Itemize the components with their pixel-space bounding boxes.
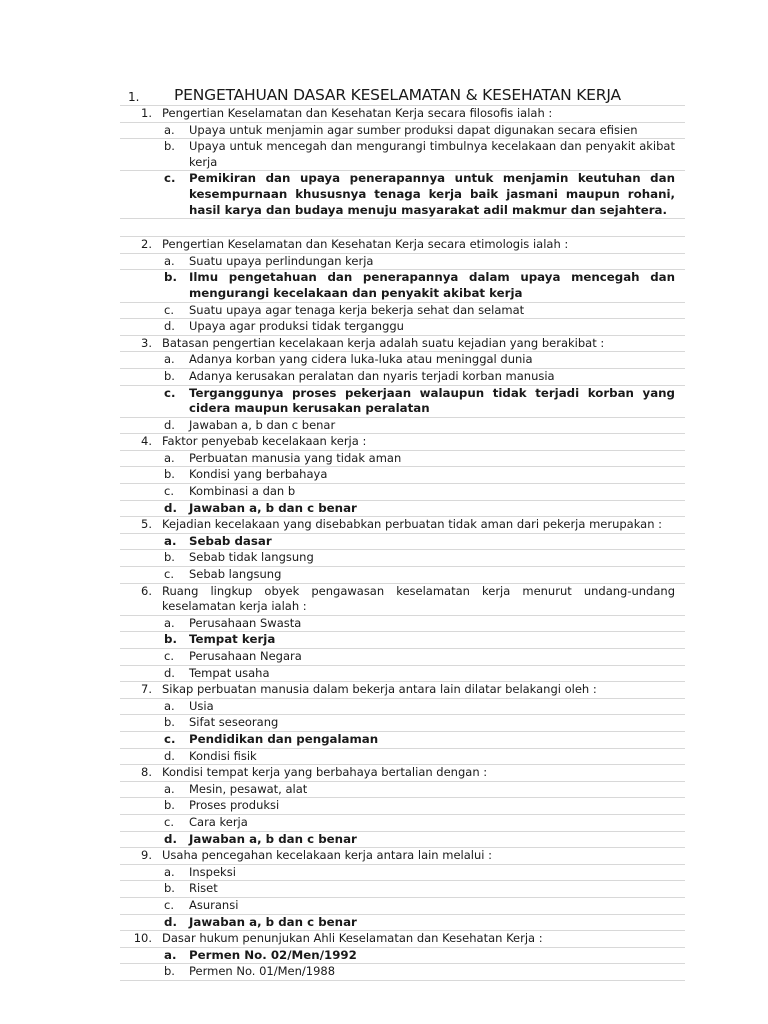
- option-text: Tempat usaha: [189, 665, 270, 680]
- correct-answer-text: Terganggunya proses pekerjaan walaupun tidak terjadi korban yang cidera maupun kerusakan peralatan: [189, 385, 675, 416]
- question-number: 1.: [141, 106, 152, 120]
- option-row: [120, 369, 685, 386]
- option-row: [120, 467, 685, 484]
- question-row: [120, 237, 685, 254]
- option-text: Usia: [189, 698, 214, 713]
- option-row: [120, 139, 685, 171]
- question-table: [120, 105, 685, 981]
- option-text: Perusahaan Swasta: [189, 615, 302, 630]
- option-letter: b.: [164, 964, 175, 979]
- question-number: 3.: [141, 335, 152, 350]
- option-text: Cara kerja: [189, 814, 248, 829]
- option-text: Mesin, pesawat, alat: [189, 781, 308, 796]
- option-row: [120, 319, 685, 336]
- option-row: [120, 649, 685, 666]
- question-number: 10.: [133, 931, 152, 946]
- question-row: [120, 848, 685, 865]
- option-text: Sebab langsung: [189, 567, 282, 582]
- option-row: [120, 898, 685, 915]
- question-text: Kejadian kecelakaan yang disebabkan perbuatan tidak aman dari pekerja merupakan :: [162, 517, 663, 532]
- option-text: Adanya kerusakan peralatan dan nyaris terjadi korban manusia: [189, 368, 555, 383]
- option-letter: c.: [164, 649, 174, 664]
- option-row: [120, 386, 685, 418]
- question-number: 5.: [141, 517, 152, 532]
- question-number: 8.: [141, 765, 152, 780]
- correct-answer-text: Pendidikan dan pengalaman: [189, 731, 379, 746]
- correct-answer-text: Ilmu pengetahuan dan penerapannya dalam upaya mencegah dan mengurangi kecelakaan dan penyakit akibat kerja: [189, 270, 675, 300]
- option-letter: b.: [164, 139, 175, 154]
- correct-answer-text: Jawaban a, b dan c benar: [189, 500, 357, 515]
- option-text: Kombinasi a dan b: [189, 484, 296, 499]
- option-letter: a.: [164, 781, 175, 796]
- option-row: [120, 254, 685, 271]
- option-letter: a.: [164, 122, 175, 137]
- question-text: Dasar hukum penunjukan Ahli Keselamatan dan Kesehatan Kerja :: [162, 931, 543, 946]
- question-row: [120, 336, 685, 353]
- option-row: [120, 666, 685, 683]
- correct-answer-text: Tempat kerja: [189, 632, 276, 647]
- option-letter: d.: [164, 500, 177, 515]
- option-text: Sebab tidak langsung: [189, 550, 314, 565]
- option-row: [120, 715, 685, 732]
- question-text: Faktor penyebab kecelakaan kerja :: [162, 434, 367, 449]
- option-letter: b.: [164, 715, 175, 730]
- option-text: Suatu upaya agar tenaga kerja bekerja sehat dan selamat: [189, 302, 525, 317]
- question-row: [120, 517, 685, 534]
- option-letter: d.: [164, 831, 177, 846]
- option-letter: d.: [164, 665, 175, 680]
- option-letter: c.: [164, 302, 174, 317]
- correct-answer-text: Sebab dasar: [189, 533, 272, 548]
- option-letter: c.: [164, 385, 176, 400]
- option-letter: d.: [164, 914, 177, 929]
- option-text: Proses produksi: [189, 798, 280, 813]
- option-text: Perbuatan manusia yang tidak aman: [189, 450, 402, 465]
- option-letter: a.: [164, 947, 177, 962]
- option-letter: c.: [164, 731, 176, 746]
- question-text: Batasan pengertian kecelakaan kerja adalah suatu kejadian yang berakibat :: [162, 335, 605, 350]
- question-row: [120, 931, 685, 948]
- option-letter: b.: [164, 632, 177, 647]
- question-text: Pengertian Keselamatan dan Kesehatan Kerja secara etimologis ialah :: [162, 237, 569, 252]
- option-letter: a.: [164, 533, 177, 548]
- option-letter: c.: [164, 567, 174, 582]
- option-row: [120, 782, 685, 799]
- question-row: [120, 765, 685, 782]
- question-text: Usaha pencegahan kecelakaan kerja antara lain melalui :: [162, 848, 492, 863]
- option-row: [120, 881, 685, 898]
- option-text: Inspeksi: [189, 864, 236, 879]
- correct-answer-text: Jawaban a, b dan c benar: [189, 914, 357, 929]
- option-row: [120, 749, 685, 766]
- option-row: [120, 632, 685, 649]
- option-letter: b.: [164, 467, 175, 482]
- option-text: Perusahaan Negara: [189, 649, 302, 664]
- option-text: Sifat seseorang: [189, 715, 279, 730]
- title-number: 1.: [128, 90, 140, 104]
- option-row: [120, 832, 685, 849]
- option-letter: d.: [164, 748, 175, 763]
- option-letter: c.: [164, 814, 174, 829]
- option-letter: b.: [164, 798, 175, 813]
- option-row: [120, 948, 685, 965]
- option-letter: d.: [164, 417, 175, 432]
- question-text: Ruang lingkup obyek pengawasan keselamatan kerja menurut undang-undang keselamatan kerja ialah :: [162, 583, 675, 614]
- option-row: [120, 815, 685, 832]
- option-text: Adanya korban yang cidera luka-luka atau meninggal dunia: [189, 352, 533, 367]
- question-row: [120, 584, 685, 616]
- option-row: [120, 798, 685, 815]
- question-text: Kondisi tempat kerja yang berbahaya bertalian dengan :: [162, 765, 488, 780]
- option-letter: b.: [164, 881, 175, 896]
- option-text: Permen No. 01/Men/1988: [189, 964, 336, 979]
- option-letter: b.: [164, 550, 175, 565]
- spacer-row: [120, 219, 685, 237]
- option-row: [120, 699, 685, 716]
- option-text: Kondisi fisik: [189, 748, 257, 763]
- title-row: [120, 86, 685, 106]
- option-letter: a.: [164, 615, 175, 630]
- option-text: Upaya untuk menjamin agar sumber produksi dapat digunakan secara efisien: [189, 122, 638, 137]
- question-number: 6.: [141, 583, 152, 598]
- option-row: [120, 484, 685, 501]
- option-row: [120, 303, 685, 320]
- question-row: [120, 105, 685, 123]
- option-row: [120, 501, 685, 518]
- question-text: Sikap perbuatan manusia dalam bekerja antara lain dilatar belakangi oleh :: [162, 682, 597, 697]
- question-row: [120, 682, 685, 699]
- option-row: [120, 865, 685, 882]
- correct-answer-text: Jawaban a, b dan c benar: [189, 831, 357, 846]
- option-text: Asuransi: [189, 897, 239, 912]
- option-row: [120, 451, 685, 468]
- option-row: [120, 123, 685, 140]
- option-row: [120, 567, 685, 584]
- option-letter: a.: [164, 864, 175, 879]
- option-letter: b.: [164, 368, 175, 383]
- page-title: PENGETAHUAN DASAR KESELAMATAN & KESEHATAN KERJA: [174, 86, 621, 104]
- option-text: Upaya untuk mencegah dan mengurangi timbulnya kecelakaan dan penyakit akibat kerja: [189, 139, 675, 169]
- option-row: [120, 171, 685, 219]
- option-row: [120, 964, 685, 981]
- question-number: 4.: [141, 434, 152, 449]
- option-letter: a.: [164, 352, 175, 367]
- option-row: [120, 915, 685, 932]
- option-row: [120, 534, 685, 551]
- option-letter: a.: [164, 698, 175, 713]
- question-row: [120, 434, 685, 451]
- question-number: 7.: [141, 682, 152, 697]
- option-letter: c.: [164, 171, 176, 186]
- option-text: Jawaban a, b dan c benar: [189, 417, 336, 432]
- option-row: [120, 550, 685, 567]
- option-letter: d.: [164, 319, 175, 334]
- option-letter: a.: [164, 450, 175, 465]
- option-text: Upaya agar produksi tidak terganggu: [189, 319, 404, 334]
- option-text: Kondisi yang berbahaya: [189, 467, 328, 482]
- question-text: Pengertian Keselamatan dan Kesehatan Kerja secara filosofis ialah :: [162, 106, 553, 120]
- option-text: Riset: [189, 881, 218, 896]
- question-number: 9.: [141, 848, 152, 863]
- option-row: [120, 418, 685, 435]
- option-letter: c.: [164, 484, 174, 499]
- option-letter: a.: [164, 253, 175, 268]
- option-letter: c.: [164, 897, 174, 912]
- question-number: 2.: [141, 237, 152, 252]
- correct-answer-text: Pemikiran dan upaya penerapannya untuk menjamin keutuhan dan kesempurnaan khususnya tenaga kerja baik jasmani maupun rohani, hasil karya dan budaya menuju masyarakat adil makmur dan sejahtera.: [189, 171, 675, 217]
- option-row: [120, 352, 685, 369]
- option-row: [120, 270, 685, 302]
- option-letter: b.: [164, 270, 177, 285]
- option-row: [120, 616, 685, 633]
- option-text: Suatu upaya perlindungan kerja: [189, 253, 374, 268]
- option-row: [120, 732, 685, 749]
- correct-answer-text: Permen No. 02/Men/1992: [189, 947, 357, 962]
